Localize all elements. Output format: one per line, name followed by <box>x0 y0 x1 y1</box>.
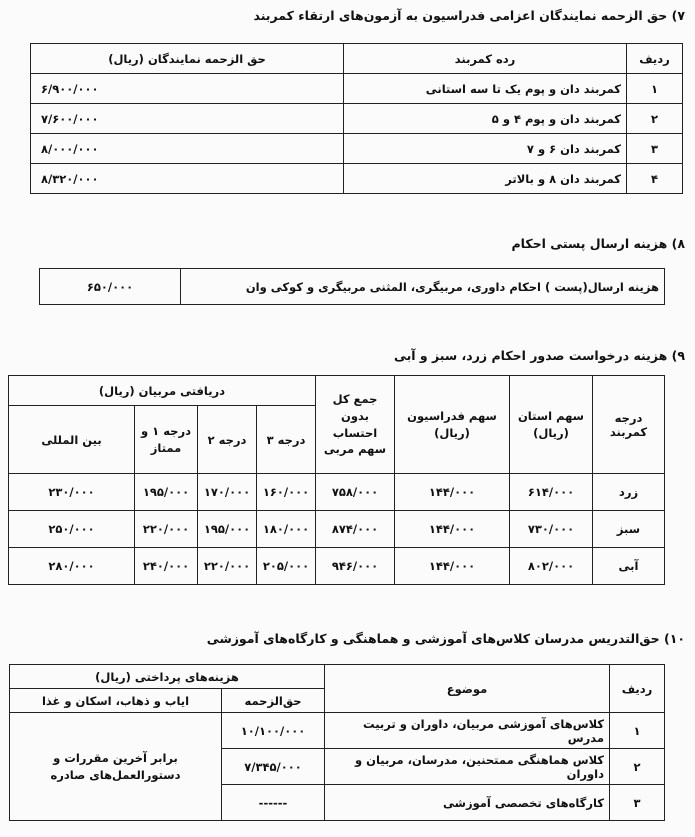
international-fee: ۲۳۰/۰۰۰ <box>8 474 134 511</box>
postage-label: هزینه ارسال(پست ) احکام داوری، مربیگری، المثنی مربیگری و کوکی وان <box>181 269 665 305</box>
header-international: بین المللی <box>8 406 134 474</box>
header-grade-3: درجه ۳ <box>257 406 316 474</box>
province-share: ۸۰۲/۰۰۰ <box>510 548 593 585</box>
section-8-heading: ۸) هزینه ارسال پستی احکام <box>511 236 685 251</box>
table-row <box>40 269 665 305</box>
fee-value: ۸/۰۰۰/۰۰۰ <box>31 134 344 164</box>
row-number: ۲ <box>627 104 683 134</box>
row-number: ۳ <box>627 134 683 164</box>
header-belt: رده کمربند <box>344 44 627 74</box>
table-row <box>31 74 683 104</box>
section-7-heading: ۷) حق الزحمه نمایندگان اعزامی فدراسیون به آزمون‌های ارتقاء کمربند <box>253 8 685 23</box>
header-total: جمع کل بدون احتساب سهم مربی <box>316 376 395 474</box>
international-fee: ۲۸۰/۰۰۰ <box>8 548 134 585</box>
subject: کلاس هماهنگی ممتحنین، مدرسان، مربیان و داوران <box>325 749 610 785</box>
grade-3-fee: ۲۰۵/۰۰۰ <box>257 548 316 585</box>
table-header-row <box>9 665 664 689</box>
row-number: ۴ <box>627 164 683 194</box>
header-payment-costs: هزینه‌های پرداختی (ریال) <box>9 665 324 689</box>
header-province-share: سهم استان (ریال) <box>510 376 593 474</box>
header-belt-grade: درجه کمربند <box>593 376 665 474</box>
grade-3-fee: ۱۸۰/۰۰۰ <box>257 511 316 548</box>
header-fee: حق الزحمه نمایندگان (ریال) <box>31 44 344 74</box>
postage-value: ۶۵۰/۰۰۰ <box>40 269 181 305</box>
federation-share: ۱۴۴/۰۰۰ <box>395 511 510 548</box>
header-federation-share: سهم فدراسیون (ریال) <box>395 376 510 474</box>
header-grade-2: درجه ۲ <box>198 406 257 474</box>
postage-fee-table <box>39 268 665 305</box>
belt-name: کمربند دان و پوم ۴ و ۵ <box>344 104 627 134</box>
fee-value: ۷/۶۰۰/۰۰۰ <box>31 104 344 134</box>
header-row-number: ردیف <box>627 44 683 74</box>
table-row <box>31 104 683 134</box>
header-row-number: ردیف <box>610 665 665 713</box>
grade-1-fee: ۲۲۰/۰۰۰ <box>135 511 198 548</box>
province-share: ۶۱۴/۰۰۰ <box>510 474 593 511</box>
header-fee: حق‌الزحمه <box>222 689 325 713</box>
federation-share: ۱۴۴/۰۰۰ <box>395 474 510 511</box>
total: ۷۵۸/۰۰۰ <box>316 474 395 511</box>
table-row <box>9 713 664 749</box>
belt-grade: سبز <box>593 511 665 548</box>
header-grade-1: درجه ۱ و ممتاز <box>135 406 198 474</box>
subject: کلاس‌های آموزشی مربیان، داوران و تربیت مدرس <box>325 713 610 749</box>
belt-name: کمربند دان و پوم یک تا سه استانی <box>344 74 627 104</box>
total: ۸۷۴/۰۰۰ <box>316 511 395 548</box>
table-header-row <box>31 44 683 74</box>
grade-2-fee: ۲۲۰/۰۰۰ <box>198 548 257 585</box>
travel-note: برابر آخرین مقررات و دستورالعمل‌های صادره <box>9 713 221 821</box>
international-fee: ۲۵۰/۰۰۰ <box>8 511 134 548</box>
grade-2-fee: ۱۷۰/۰۰۰ <box>198 474 257 511</box>
belt-exam-fee-table <box>30 43 683 194</box>
table-row <box>8 474 664 511</box>
total: ۹۴۶/۰۰۰ <box>316 548 395 585</box>
belt-certificate-fee-table <box>8 375 665 585</box>
grade-1-fee: ۱۹۵/۰۰۰ <box>135 474 198 511</box>
table-row <box>31 164 683 194</box>
section-9-heading: ۹) هزینه درخواست صدور احکام زرد، سبز و آبی <box>393 348 685 363</box>
row-number: ۳ <box>610 785 665 821</box>
table-header-row <box>8 376 664 406</box>
belt-name: کمربند دان ۸ و بالاتر <box>344 164 627 194</box>
fee-value: ۱۰/۱۰۰/۰۰۰ <box>222 713 325 749</box>
header-coach-received: دریافتی مربیان (ریال) <box>8 376 315 406</box>
header-travel: ایاب و ذهاب، اسکان و غذا <box>9 689 221 713</box>
header-subject: موضوع <box>325 665 610 713</box>
table-row <box>8 511 664 548</box>
fee-value: ۷/۳۴۵/۰۰۰ <box>222 749 325 785</box>
row-number: ۱ <box>610 713 665 749</box>
instructor-fee-table <box>9 664 665 821</box>
belt-grade: آبی <box>593 548 665 585</box>
row-number: ۲ <box>610 749 665 785</box>
grade-1-fee: ۲۴۰/۰۰۰ <box>135 548 198 585</box>
fee-value: ۸/۳۲۰/۰۰۰ <box>31 164 344 194</box>
grade-3-fee: ۱۶۰/۰۰۰ <box>257 474 316 511</box>
row-number: ۱ <box>627 74 683 104</box>
fee-value: ۶/۹۰۰/۰۰۰ <box>31 74 344 104</box>
belt-name: کمربند دان ۶ و ۷ <box>344 134 627 164</box>
table-row <box>31 134 683 164</box>
subject: کارگاه‌های تخصصی آموزشی <box>325 785 610 821</box>
fee-value: ------ <box>222 785 325 821</box>
belt-grade: زرد <box>593 474 665 511</box>
federation-share: ۱۴۴/۰۰۰ <box>395 548 510 585</box>
table-row <box>8 548 664 585</box>
section-10-heading: ۱۰) حق‌التدریس مدرسان کلاس‌های آموزشی و هماهنگی و کارگاه‌های آموزشی <box>206 631 685 646</box>
province-share: ۷۳۰/۰۰۰ <box>510 511 593 548</box>
grade-2-fee: ۱۹۵/۰۰۰ <box>198 511 257 548</box>
